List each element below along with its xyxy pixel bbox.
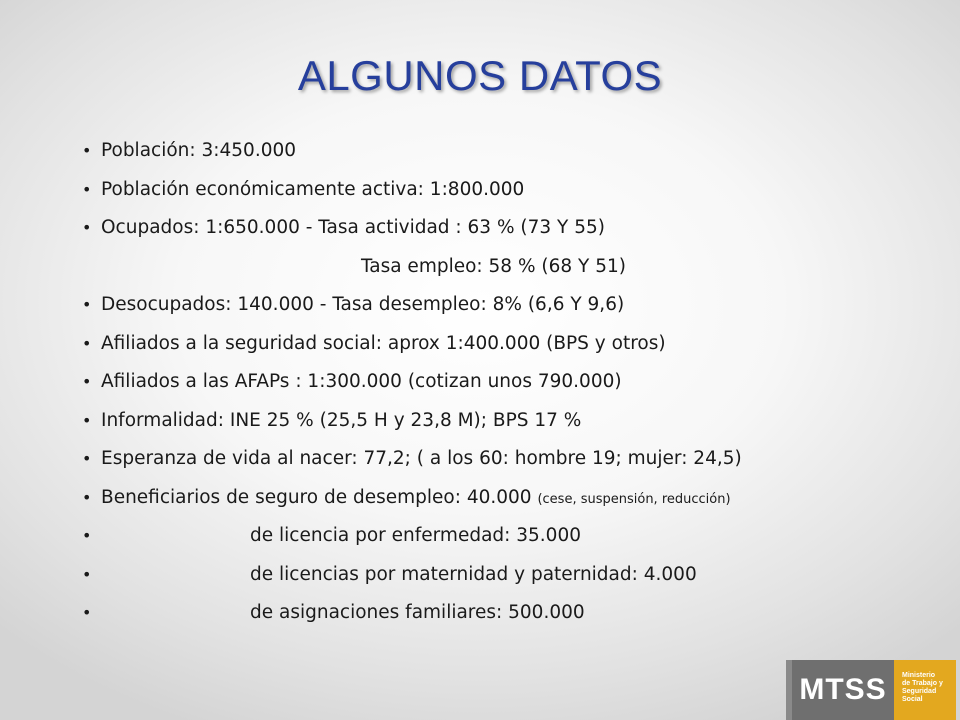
bullet-text: Tasa empleo: 58 % (68 Y 51) — [361, 255, 626, 277]
list-item — [0, 132, 960, 171]
bullet-marker: • — [82, 410, 92, 430]
bullet-marker: • — [82, 333, 92, 353]
bullet-text: Afiliados a las AFAPs : 1:300.000 (cotizan unos 790.000) — [101, 371, 622, 392]
bullet-text: Desocupados: 140.000 - Tasa desempleo: 8% (6,6 Y 9,6) — [101, 294, 625, 315]
list-item — [0, 556, 960, 595]
bullet-marker: • — [82, 179, 92, 199]
list-item — [0, 209, 960, 248]
list-item — [0, 363, 960, 402]
bullet-text: de licencia por enfermedad: 35.000 — [250, 525, 581, 546]
bullet-marker: • — [82, 295, 92, 314]
bullet-marker: • — [82, 141, 92, 160]
list-item — [0, 402, 960, 441]
list-item-continuation — [0, 248, 960, 287]
list-item — [0, 594, 960, 633]
list-item — [0, 440, 960, 479]
bullet-text: Ocupados: 1:650.000 - Tasa actividad : 63 % (73 Y 55) — [101, 217, 605, 238]
bullet-marker: • — [82, 449, 92, 468]
bullet-text: Población: 3:450.000 — [101, 140, 297, 161]
bullet-main-text: Beneficiarios de seguro de desempleo: 40.000 — [101, 486, 538, 508]
logo-acronym-block — [786, 660, 894, 720]
logo-subtitle: Ministerio de Trabajo y Seguridad Social — [894, 660, 956, 720]
bullet-marker: • — [82, 526, 92, 545]
bullet-marker: • — [82, 372, 92, 391]
list-item — [0, 286, 960, 325]
bullet-list — [0, 132, 960, 633]
bullet-text: de asignaciones familiares: 500.000 — [250, 602, 585, 623]
bullet-marker: • — [82, 564, 92, 584]
bullet-text — [101, 479, 731, 520]
bullet-text: Afiliados a la seguridad social: aprox 1:400.000 (BPS y otros) — [101, 332, 666, 354]
list-item — [0, 517, 960, 556]
list-item — [0, 171, 960, 210]
bullet-marker: • — [82, 218, 92, 237]
slide-title: ALGUNOS DATOS — [297, 52, 663, 99]
list-item — [0, 479, 960, 518]
bullet-text: Esperanza de vida al nacer: 77,2; ( a los 60: hombre 19; mujer: 24,5) — [101, 448, 742, 469]
list-item — [0, 325, 960, 364]
bullet-marker: • — [82, 603, 92, 622]
bullet-text: Informalidad: INE 25 % (25,5 H y 23,8 M); BPS 17 % — [101, 409, 582, 431]
bullet-note: (cese, suspensión, reducción) — [537, 491, 731, 507]
mtss-logo — [786, 660, 956, 720]
logo-acronym: MTSS — [799, 673, 887, 706]
bullet-marker: • — [82, 487, 92, 507]
bullet-text: Población económicamente activa: 1:800.000 — [101, 178, 525, 200]
bullet-text: de licencias por maternidad y paternidad: 4.000 — [250, 563, 697, 585]
